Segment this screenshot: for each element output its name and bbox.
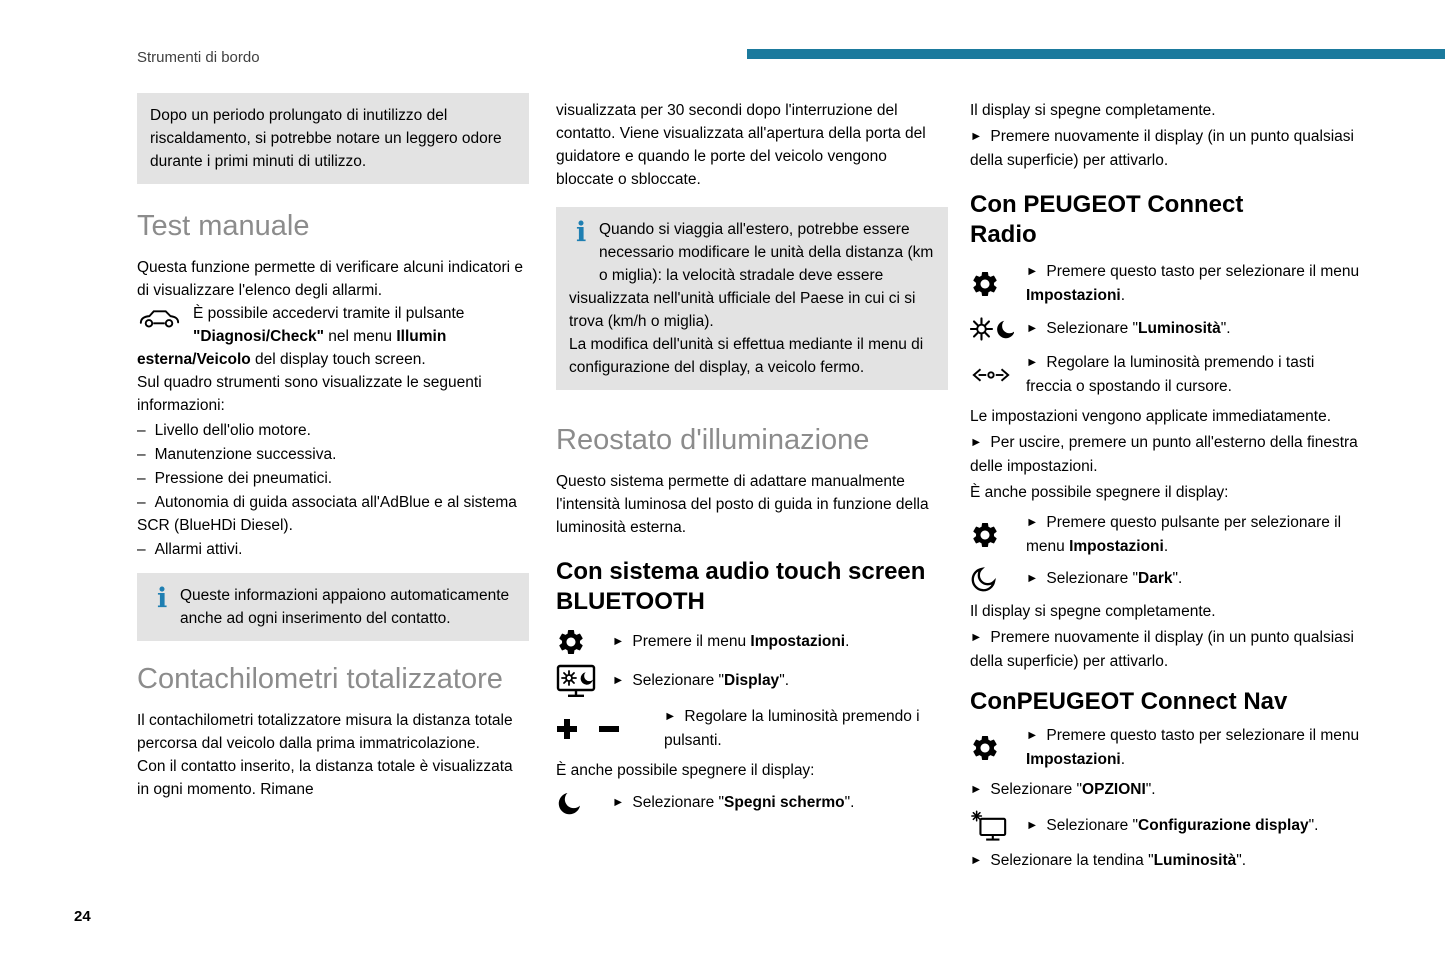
section-title-contachilometri: Contachilometri totalizzatore xyxy=(137,663,503,695)
paragraph: Il contachilometri totalizzatore misura la distanza totale percorsa dal veicolo dalla prima immatricolazione. xyxy=(137,712,513,752)
step-text xyxy=(1026,814,1362,838)
dash-bullet: – xyxy=(137,446,146,463)
notice-text xyxy=(569,218,935,333)
step-label: Premere questo tasto per selezionare il menu Impostazioni. xyxy=(1026,727,1360,768)
arrow-bullet: ► xyxy=(1026,571,1039,585)
step-radio-brightness xyxy=(970,314,1362,344)
column-left xyxy=(137,93,529,801)
step-nav-config xyxy=(970,809,1362,842)
gear-icon xyxy=(556,627,612,657)
arrow-bullet: ► xyxy=(1026,817,1039,832)
step-brightness-adjust xyxy=(556,705,948,752)
list-item-text: Livello dell'olio motore. xyxy=(154,422,311,439)
dash-bullet: – xyxy=(137,494,146,511)
step-display xyxy=(556,664,948,698)
paragraph: Sul quadro strumenti sono visualizzate le seguenti informazioni: xyxy=(137,374,482,414)
info-notice-box xyxy=(556,207,948,390)
step-nav-tendina xyxy=(970,849,1362,873)
step-label: Premere questo pulsante per selezionare il menu Impostazioni. xyxy=(1026,514,1342,555)
paragraph: Con il contatto inserito, la distanza totale è visualizzata in ogni momento. Rimane xyxy=(137,758,513,798)
step-text xyxy=(664,705,948,752)
warning-notice-box xyxy=(137,93,529,184)
list-item-text: Autonomia di guida associata all'AdBlue e al sistema SCR (BlueHDi Diesel). xyxy=(137,494,517,534)
instrument-info-list xyxy=(137,419,529,561)
step-label: Regolare la luminosità premendo i pulsanti. xyxy=(664,708,920,749)
diagnostic-access-paragraph xyxy=(137,302,529,371)
display-config-icon xyxy=(970,809,1026,842)
info-icon: i xyxy=(576,217,587,248)
car-icon xyxy=(137,302,193,346)
step-radio-settings2 xyxy=(970,511,1362,558)
step-reactivate xyxy=(970,125,1362,172)
subsection-title-connect-radio: Con PEUGEOT Connect Radio xyxy=(970,191,1244,248)
step-nav-options xyxy=(970,778,1362,802)
step-label: Premere questo tasto per selezionare il menu Impostazioni. xyxy=(1026,263,1360,304)
step-label: Per uscire, premere un punto all'esterno della finestra delle impostazioni. xyxy=(970,434,1358,475)
dash-bullet: – xyxy=(137,470,146,487)
paragraph: Il display si spegne completamente. xyxy=(970,102,1216,119)
list-item xyxy=(137,443,529,466)
step-text xyxy=(612,630,948,654)
paragraph: Questa funzione permette di verificare alcuni indicatori e di visualizzare l'elenco degli allarmi. xyxy=(137,259,523,299)
arrow-bullet: ► xyxy=(1026,515,1039,529)
step-label: Selezionare "Luminosità". xyxy=(1046,320,1231,337)
step-reactivate2 xyxy=(970,626,1362,673)
list-item xyxy=(137,419,529,442)
arrow-bullet: ► xyxy=(970,630,983,644)
arrow-bullet: ► xyxy=(970,435,983,449)
dash-bullet: – xyxy=(137,541,146,558)
cursor-arrows-icon xyxy=(970,365,1026,385)
display-brightness-icon xyxy=(556,664,612,698)
notice-text-body: Queste informazioni appaiono automaticamente anche ad ogni inserimento del contatto. xyxy=(180,587,510,627)
step-text xyxy=(1026,567,1362,591)
notice-text-body: Quando si viaggia all'estero, potrebbe essere necessario modificare le unità della distanza (km o miglia): la velocità stradale deve essere visualizzata nell'unità ufficiale del Paese in cui ci si trova (km/h o miglia). xyxy=(569,221,934,330)
subsection-title-connect-nav: ConPEUGEOT Connect Nav xyxy=(970,688,1288,715)
list-item-text: Allarmi attivi. xyxy=(154,541,243,558)
step-text xyxy=(612,791,948,815)
arrow-bullet: ► xyxy=(970,782,983,796)
sun-moon-icon xyxy=(970,314,1026,344)
list-item-text: Pressione dei pneumatici. xyxy=(154,470,333,487)
list-item xyxy=(137,538,529,561)
arrow-bullet: ► xyxy=(664,709,677,723)
arrow-bullet: ► xyxy=(1026,264,1039,278)
section-title-reostato: Reostato d'illuminazione xyxy=(556,424,870,456)
step-screen-off xyxy=(556,789,948,817)
list-item-text: Manutenzione successiva. xyxy=(154,446,337,463)
step-nav-settings xyxy=(970,724,1362,771)
page-number: 24 xyxy=(74,908,91,925)
paragraph: visualizzata per 30 secondi dopo l'interruzione del contatto. Viene visualizzata all'apertura della porta del guidatore e quando le porte del veicolo vengono bloccate o sbloccate. xyxy=(556,102,926,188)
step-radio-adjust xyxy=(970,351,1362,398)
step-text xyxy=(1026,724,1362,771)
section-title-test-manuale: Test manuale xyxy=(137,210,310,242)
arrow-bullet: ► xyxy=(1026,355,1039,369)
arrow-bullet: ► xyxy=(612,795,625,809)
plus-minus-icons xyxy=(556,718,664,740)
step-radio-dark xyxy=(970,565,1362,593)
notice-text: La modifica dell'unità si effettua mediante il menu di configurazione del display, a veicolo fermo. xyxy=(569,336,924,376)
list-item xyxy=(137,491,529,537)
step-label: Selezionare "Display". xyxy=(632,672,789,689)
arrow-bullet: ► xyxy=(1026,728,1039,742)
list-item xyxy=(137,467,529,490)
step-label: Selezionare "Configurazione display". xyxy=(1046,816,1319,834)
paragraph: Questo sistema permette di adattare manualmente l'intensità luminosa del posto di guida in funzione della luminosità esterna. xyxy=(556,473,929,536)
paragraph: È anche possibile spegnere il display: xyxy=(970,484,1229,501)
arrow-bullet: ► xyxy=(612,673,625,687)
dash-bullet: – xyxy=(137,422,146,439)
minus-icon xyxy=(598,725,620,733)
step-label: Selezionare "OPZIONI". xyxy=(990,781,1156,798)
step-label: Selezionare la tendina "Luminosità". xyxy=(990,852,1247,869)
info-notice-box xyxy=(137,573,529,641)
step-label: Premere nuovamente il display (in un punto qualsiasi della superficie) per attivarlo. xyxy=(970,128,1354,169)
page-header-title: Strumenti di bordo xyxy=(137,49,260,66)
info-icon: i xyxy=(157,583,168,614)
arrow-bullet: ► xyxy=(612,634,625,648)
column-right xyxy=(970,99,1362,876)
paragraph: Il display si spegne completamente. xyxy=(970,603,1216,620)
header-accent-bar xyxy=(747,49,1445,59)
step-text xyxy=(1026,317,1362,341)
paragraph-text: È possibile accedervi tramite il pulsante "Diagnosi/Check" nel menu Illumin esterna/Veicolo del display touch screen. xyxy=(137,305,465,368)
step-label: Selezionare "Spegni schermo". xyxy=(632,794,855,811)
gear-icon xyxy=(970,269,1026,299)
gear-icon xyxy=(970,733,1026,763)
step-label: Selezionare "Dark". xyxy=(1046,570,1183,587)
arrow-bullet: ► xyxy=(1026,321,1039,335)
step-label: Premere nuovamente il display (in un punto qualsiasi della superficie) per attivarlo. xyxy=(970,629,1354,670)
plus-icon xyxy=(556,718,578,740)
subsection-title-bluetooth: Con sistema audio touch screen BLUETOOTH xyxy=(556,558,926,615)
step-text xyxy=(612,669,948,693)
step-exit xyxy=(970,431,1362,478)
step-text xyxy=(1026,351,1362,398)
notice-text xyxy=(150,584,516,630)
moon-icon xyxy=(970,565,1026,593)
step-label: Regolare la luminosità premendo i tasti freccia o spostando il cursore. xyxy=(1026,354,1315,395)
step-text xyxy=(1026,260,1362,307)
step-text xyxy=(1026,511,1362,558)
moon-icon xyxy=(556,789,612,817)
column-middle xyxy=(556,99,948,824)
paragraph: È anche possibile spegnere il display: xyxy=(556,762,815,779)
step-settings xyxy=(556,627,948,657)
arrow-bullet: ► xyxy=(970,129,983,143)
notice-text: Dopo un periodo prolungato di inutilizzo del riscaldamento, si potrebbe notare un leggero odore durante i primi minuti di utilizzo. xyxy=(150,107,502,170)
paragraph: Le impostazioni vengono applicate immediatamente. xyxy=(970,408,1332,425)
arrow-bullet: ► xyxy=(970,853,983,867)
step-radio-settings xyxy=(970,260,1362,307)
gear-icon xyxy=(970,520,1026,550)
step-label: Premere il menu Impostazioni. xyxy=(632,633,850,650)
